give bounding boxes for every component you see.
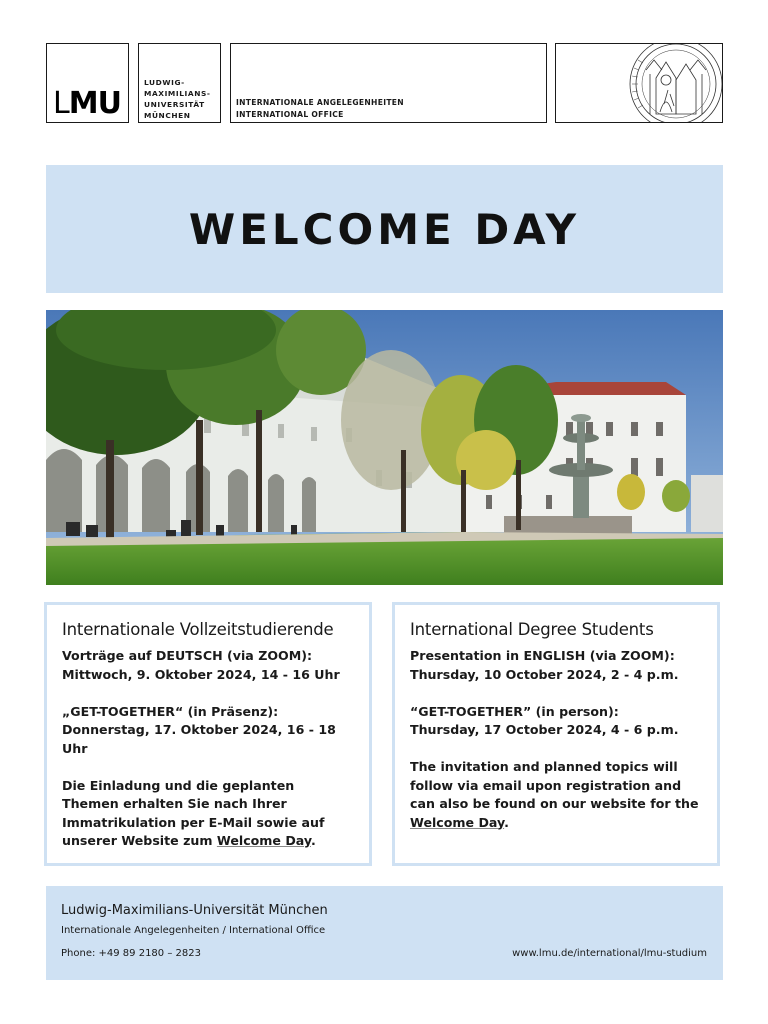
info-text: The invitation and planned topics will follow via email upon registration and can also be found on our website for the — [410, 759, 699, 811]
footer-website-link[interactable]: www.lmu.de/international/lmu-studium — [512, 948, 707, 959]
talks-line: Vorträge auf DEUTSCH (via ZOOM): — [62, 648, 313, 663]
talks-date: Mittwoch, 9. Oktober 2024, 14 - 16 Uhr — [62, 666, 340, 682]
title-banner — [46, 165, 723, 293]
get-together-english — [410, 703, 702, 740]
university-seal-icon — [556, 44, 723, 123]
period: . — [310, 833, 316, 848]
university-name-line: LUDWIG- — [144, 78, 185, 87]
seal-box — [555, 43, 723, 123]
info-text-english — [410, 758, 702, 832]
talks-german — [62, 647, 354, 684]
footer-office: Internationale Angelegenheiten / International Office — [61, 925, 326, 936]
info-box-german — [44, 602, 372, 866]
page-title: WELCOME DAY — [188, 204, 581, 254]
university-name-line: MÜNCHEN — [144, 111, 191, 120]
university-name-line: UNIVERSITÄT — [144, 100, 205, 109]
get-together-date: Thursday, 17 October 2024, 4 - 6 p.m. — [410, 722, 679, 737]
footer-university: Ludwig-Maximilians-Universität München — [61, 903, 328, 918]
get-together-german — [62, 703, 354, 759]
heading-german: Internationale Vollzeitstudierende — [62, 620, 334, 639]
footer — [46, 886, 723, 980]
university-name — [144, 77, 211, 121]
heading-english: International Degree Students — [410, 620, 654, 639]
lmu-logo-box — [46, 43, 129, 123]
talks-english — [410, 647, 702, 684]
university-name-box — [138, 43, 221, 123]
info-text-german — [62, 777, 354, 851]
lmu-logo: LMU — [53, 86, 121, 121]
period: . — [504, 814, 509, 830]
welcome-day-link[interactable]: Welcome Day — [216, 833, 311, 848]
talks-line: Presentation in ENGLISH (via ZOOM): — [410, 648, 675, 663]
get-together-line: „GET-TOGETHER“ (in Präsenz): — [62, 703, 279, 719]
office-name — [236, 97, 404, 121]
welcome-day-link[interactable]: Welcome Day — [410, 814, 505, 830]
info-box-english — [392, 602, 720, 866]
office-name-line: INTERNATIONALE ANGELEGENHEITEN — [236, 98, 404, 107]
get-together-date: Donnerstag, 17. Oktober 2024, 16 - 18 Uhr — [62, 722, 336, 756]
info-text: Die Einladung und die geplanten Themen erhalten Sie nach Ihrer Immatrikulation per E-Mail sowie auf unserer Website zum — [62, 777, 325, 848]
footer-phone: Phone: +49 89 2180 – 2823 — [61, 948, 201, 959]
office-name-line: INTERNATIONAL OFFICE — [236, 110, 344, 119]
campus-photo — [46, 310, 723, 585]
university-name-line: MAXIMILIANS- — [144, 89, 211, 98]
talks-date: Thursday, 10 October 2024, 2 - 4 p.m. — [410, 666, 679, 682]
get-together-line: “GET-TOGETHER” (in person): — [410, 703, 619, 719]
office-name-box — [230, 43, 547, 123]
